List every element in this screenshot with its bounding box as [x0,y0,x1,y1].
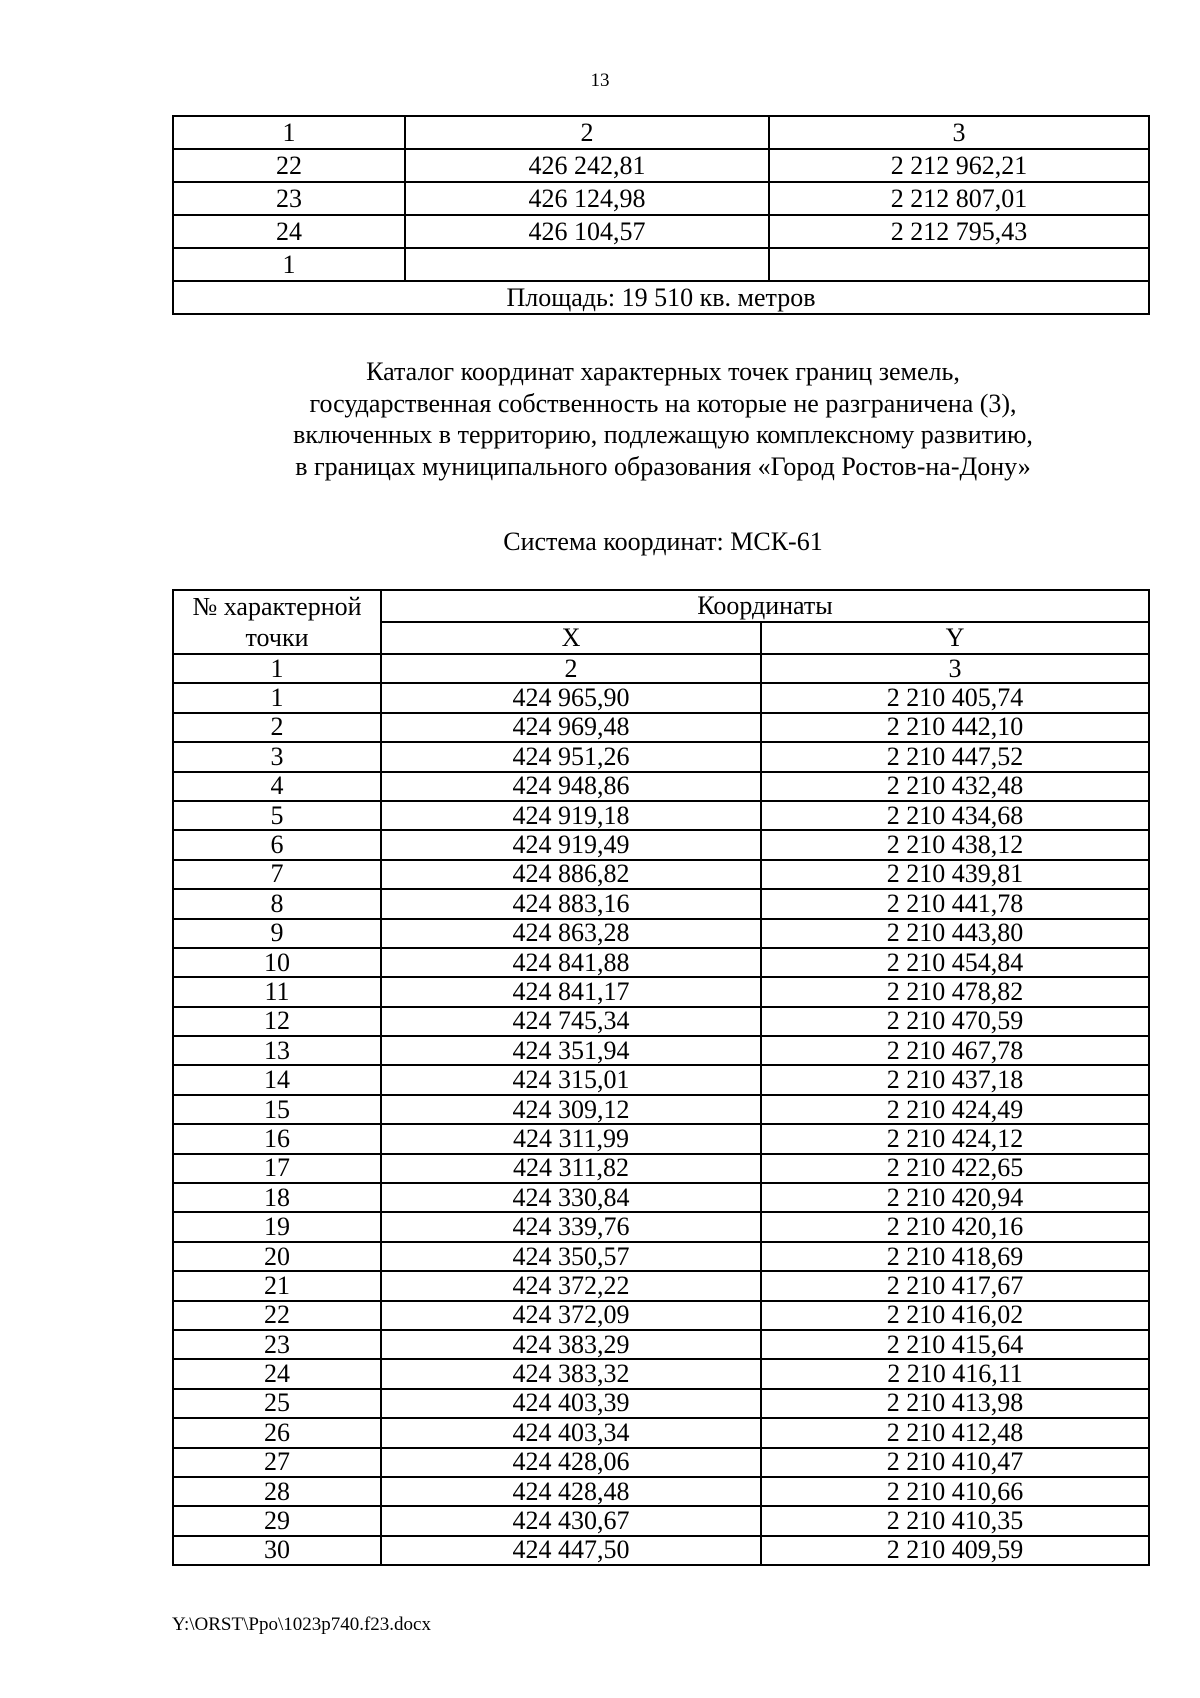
y-coordinate-cell: 2 210 454,84 [761,948,1149,977]
x-coordinate-cell [405,248,769,281]
point-number-cell: 4 [173,772,381,801]
table-row [173,1095,1149,1124]
x-coordinate-cell: 424 883,16 [381,889,761,918]
coordinate-system-label: Система координат: МСК-61 [503,527,823,556]
y-coordinate-cell: 2 210 410,35 [761,1506,1149,1535]
point-number-cell: 24 [173,1359,381,1388]
point-number-cell: 20 [173,1242,381,1271]
x-coordinate-cell: 424 351,94 [381,1036,761,1065]
point-number-cell: 15 [173,1095,381,1124]
point-number-header [173,590,381,654]
point-number-cell: 27 [173,1448,381,1477]
catalog-title-line: Каталог координат характерных точек границ земель, [366,357,960,386]
x-coordinate-cell: 426 242,81 [405,149,769,182]
table-row [173,1271,1149,1300]
table-row [173,772,1149,801]
x-coordinate-cell: 424 428,06 [381,1448,761,1477]
x-coordinate-cell: 424 863,28 [381,919,761,948]
table-row [173,948,1149,977]
point-number-cell: 18 [173,1183,381,1212]
y-coordinate-cell: 2 210 478,82 [761,977,1149,1006]
table-row [173,1389,1149,1418]
y-coordinate-cell: 2 210 417,67 [761,1271,1149,1300]
footer-file-path: Y:\ORST\Ppo\1023p740.f23.docx [172,1614,431,1635]
y-coordinate-cell: 2 210 439,81 [761,860,1149,889]
point-number-cell: 10 [173,948,381,977]
x-coordinate-cell: 424 403,39 [381,1389,761,1418]
point-number-cell: 8 [173,889,381,918]
column-number-cell: 2 [405,116,769,149]
point-number-cell: 30 [173,1536,381,1565]
table-row [173,1330,1149,1359]
catalog-title-line: включенных в территорию, подлежащую комплексному развитию, [293,420,1033,449]
table-row [173,1448,1149,1477]
x-coordinate-cell: 424 965,90 [381,683,761,712]
coordinates-catalog-table [172,589,1150,1566]
table-row [173,1183,1149,1212]
y-coordinate-cell: 2 210 405,74 [761,683,1149,712]
x-coordinate-cell: 424 383,29 [381,1330,761,1359]
point-number-cell: 23 [173,182,405,215]
table-row [173,1036,1149,1065]
x-coordinate-cell: 424 919,18 [381,801,761,830]
point-number-cell: 24 [173,215,405,248]
point-number-cell: 7 [173,860,381,889]
point-number-cell: 6 [173,830,381,859]
table-row [173,182,1149,215]
column-number-cell: 3 [761,654,1149,683]
table-row [173,1418,1149,1447]
column-number-cell: 3 [769,116,1149,149]
point-number-cell: 3 [173,742,381,771]
table-row [173,977,1149,1006]
coordinates-header: Координаты [381,590,1149,622]
y-coordinate-cell: 2 210 416,11 [761,1359,1149,1388]
area-cell: Площадь: 19 510 кв. метров [173,281,1149,314]
x-coordinate-cell: 424 919,49 [381,830,761,859]
x-coordinate-cell: 424 948,86 [381,772,761,801]
x-header: X [381,622,761,654]
point-number-cell: 1 [173,683,381,712]
y-coordinate-cell [769,248,1149,281]
x-coordinate-cell: 424 309,12 [381,1095,761,1124]
catalog-title-line: в границах муниципального образования «Город Ростов-на-Дону» [295,451,1031,481]
x-coordinate-cell: 424 969,48 [381,713,761,742]
point-number-cell: 9 [173,919,381,948]
table-row [173,248,1149,281]
point-number-cell: 13 [173,1036,381,1065]
point-number-cell: 2 [173,713,381,742]
y-coordinate-cell: 2 212 962,21 [769,149,1149,182]
y-coordinate-cell: 2 210 415,64 [761,1330,1149,1359]
y-coordinate-cell: 2 210 420,94 [761,1183,1149,1212]
point-number-cell: 19 [173,1212,381,1241]
y-coordinate-cell: 2 210 424,12 [761,1124,1149,1153]
table-row [173,830,1149,859]
table-row [173,1359,1149,1388]
table-row [173,215,1149,248]
x-coordinate-cell: 424 841,88 [381,948,761,977]
point-number-cell: 11 [173,977,381,1006]
point-number-cell: 21 [173,1271,381,1300]
y-coordinate-cell: 2 210 442,10 [761,713,1149,742]
catalog-title [0,356,1200,482]
point-number-cell: 22 [173,1301,381,1330]
table-row [173,860,1149,889]
y-coordinate-cell: 2 210 422,65 [761,1154,1149,1183]
x-coordinate-cell: 424 951,26 [381,742,761,771]
table-row [173,801,1149,830]
y-coordinate-cell: 2 210 418,69 [761,1242,1149,1271]
table-row [173,1065,1149,1094]
y-coordinate-cell: 2 210 467,78 [761,1036,1149,1065]
y-header: Y [761,622,1149,654]
point-number-cell: 22 [173,149,405,182]
table-row [173,683,1149,712]
table-row [173,889,1149,918]
x-coordinate-cell: 424 886,82 [381,860,761,889]
column-number-cell: 1 [173,116,405,149]
y-coordinate-cell: 2 210 409,59 [761,1536,1149,1565]
table-header-row [173,590,1149,622]
point-number-cell: 14 [173,1065,381,1094]
column-number-cell: 2 [381,654,761,683]
table-row [173,1007,1149,1036]
point-number-cell: 1 [173,248,405,281]
point-number-cell: 26 [173,1418,381,1447]
page-number: 13 [590,70,610,91]
table-row [173,149,1149,182]
table-row [173,1212,1149,1241]
y-coordinate-cell: 2 210 438,12 [761,830,1149,859]
y-coordinate-cell: 2 210 443,80 [761,919,1149,948]
table-row [173,1506,1149,1535]
x-coordinate-cell: 424 430,67 [381,1506,761,1535]
x-coordinate-cell: 424 428,48 [381,1477,761,1506]
x-coordinate-cell: 424 383,32 [381,1359,761,1388]
x-coordinate-cell: 424 311,99 [381,1124,761,1153]
y-coordinate-cell: 2 210 441,78 [761,889,1149,918]
table-row [173,742,1149,771]
table-row [173,1536,1149,1565]
y-coordinate-cell: 2 210 470,59 [761,1007,1149,1036]
column-numbers-row [173,654,1149,683]
table-row [173,1301,1149,1330]
table-row [173,919,1149,948]
y-coordinate-cell: 2 210 432,48 [761,772,1149,801]
y-coordinate-cell: 2 210 437,18 [761,1065,1149,1094]
point-number-cell: 28 [173,1477,381,1506]
x-coordinate-cell: 424 339,76 [381,1212,761,1241]
column-number-cell: 1 [173,654,381,683]
table-row [173,1124,1149,1153]
x-coordinate-cell: 424 315,01 [381,1065,761,1094]
y-coordinate-cell: 2 210 447,52 [761,742,1149,771]
point-number-cell: 12 [173,1007,381,1036]
point-number-cell: 25 [173,1389,381,1418]
x-coordinate-cell: 424 372,09 [381,1301,761,1330]
point-number-cell: 23 [173,1330,381,1359]
point-number-cell: 5 [173,801,381,830]
y-coordinate-cell: 2 210 424,49 [761,1095,1149,1124]
x-coordinate-cell: 424 330,84 [381,1183,761,1212]
x-coordinate-cell: 426 104,57 [405,215,769,248]
table-row [173,1477,1149,1506]
x-coordinate-cell: 424 447,50 [381,1536,761,1565]
point-number-cell: 29 [173,1506,381,1535]
x-coordinate-cell: 424 403,34 [381,1418,761,1447]
top-coordinates-table [172,115,1150,315]
y-coordinate-cell: 2 212 795,43 [769,215,1149,248]
y-coordinate-cell: 2 210 410,47 [761,1448,1149,1477]
table-header-row [173,116,1149,149]
x-coordinate-cell: 424 350,57 [381,1242,761,1271]
y-coordinate-cell: 2 210 412,48 [761,1418,1149,1447]
y-coordinate-cell: 2 210 434,68 [761,801,1149,830]
y-coordinate-cell: 2 210 410,66 [761,1477,1149,1506]
x-coordinate-cell: 424 745,34 [381,1007,761,1036]
y-coordinate-cell: 2 210 420,16 [761,1212,1149,1241]
table-row [173,1242,1149,1271]
x-coordinate-cell: 424 311,82 [381,1154,761,1183]
point-number-cell: 16 [173,1124,381,1153]
point-number-cell: 17 [173,1154,381,1183]
catalog-title-line: государственная собственность на которые не разграничена (3), [309,388,1017,418]
x-coordinate-cell: 426 124,98 [405,182,769,215]
area-row [173,281,1149,314]
y-coordinate-cell: 2 212 807,01 [769,182,1149,215]
table-row [173,1154,1149,1183]
x-coordinate-cell: 424 372,22 [381,1271,761,1300]
point-number-header-text: № характерной точки [192,592,362,652]
table-row [173,713,1149,742]
x-coordinate-cell: 424 841,17 [381,977,761,1006]
y-coordinate-cell: 2 210 413,98 [761,1389,1149,1418]
y-coordinate-cell: 2 210 416,02 [761,1301,1149,1330]
